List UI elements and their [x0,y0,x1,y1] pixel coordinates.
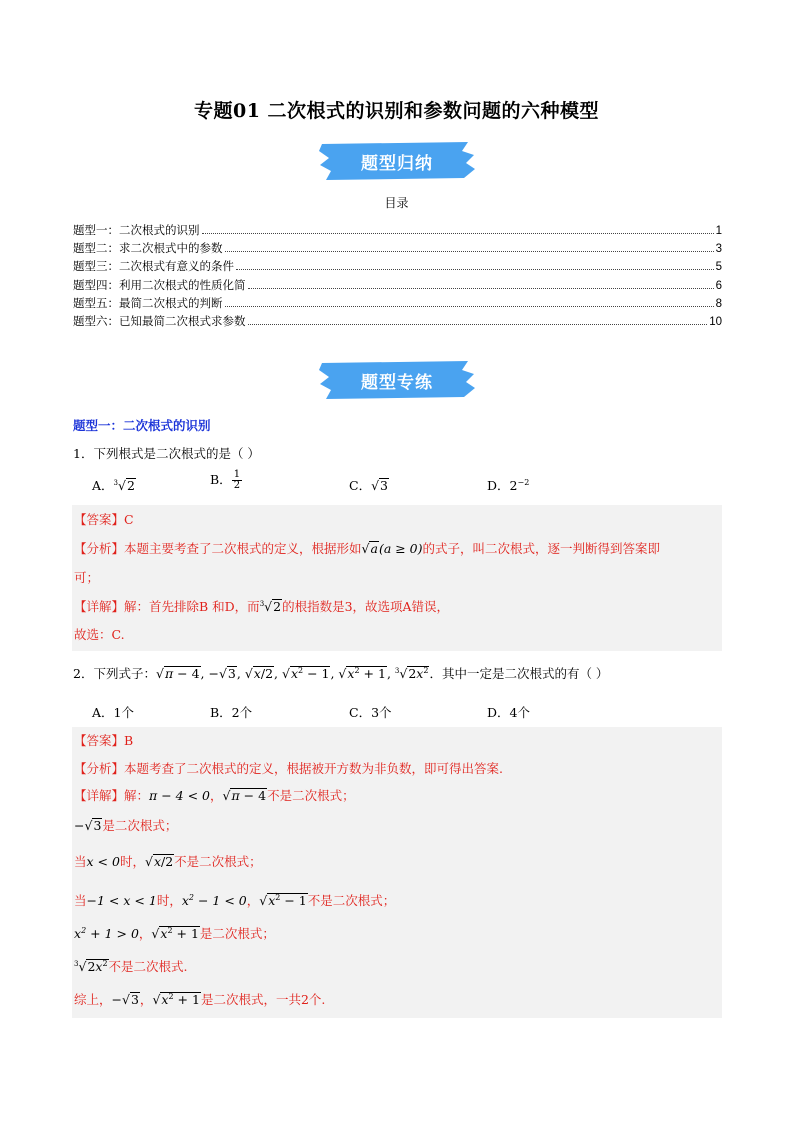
q1-option-a[interactable]: A．$^3$√2 [92,478,135,493]
q2-detail-7: 综上，−√3，$√x^2 + 1$是二次根式，一共2个. [74,991,326,1007]
banner-practice [318,360,476,400]
q1-option-d[interactable]: D．$2^{-2}$ [487,477,530,493]
q1-option-b[interactable]: B． $\frac{1}{2}$ [210,469,241,491]
q2-option-c[interactable]: C．3个 [349,705,392,720]
q2-detail-6: $^3√2x^2$不是二次根式. [74,958,188,974]
q2-option-a[interactable]: A．1个 [92,705,134,720]
toc-item[interactable]: 题型五：最简二次根式的判断 8 [73,295,722,310]
toc-item[interactable]: 题型六：已知最简二次根式求参数 10 [73,313,722,328]
banner-summary-text: 题型归纳 [361,153,433,174]
q1-analysis-cont: 可； [74,570,100,585]
q1-solution-box [72,505,722,651]
q2-detail-1: 【详解】解：π − 4 < 0，√π − 4不是二次根式； [74,788,355,803]
table-of-contents [73,222,722,331]
banner-summary [318,141,476,181]
page-title: 专题01 二次根式的识别和参数问题的六种模型 [193,100,600,122]
q1-detail: 【详解】解：首先排除B 和D，而$^3$√2的根指数是3，故选项A错误， [74,599,450,614]
q2-detail-3: 当x < 0时，√x/2不是二次根式； [74,854,262,869]
q2-analysis: 【分析】本题考查了二次根式的定义，根据被开方数为非负数，即可得出答案. [74,761,503,776]
toc-item[interactable]: 题型四：利用二次根式的性质化简 6 [73,277,722,292]
q2-detail-5: $x^2 + 1 > 0$，$√x^2 + 1$是二次根式； [74,925,275,941]
toc-item[interactable]: 题型三：二次根式有意义的条件 5 [73,259,722,274]
q1-option-c[interactable]: C．√3 [349,478,388,493]
toc-heading: 目录 [384,196,409,210]
question-1-stem: 1．下列根式是二次根式的是（ ） [73,446,260,461]
q2-detail-2: −√3是二次根式； [74,818,178,833]
q1-choice: 故选：C. [74,627,125,642]
q2-detail-4: 当−1 < x < 1时，$x^2 - 1 < 0$，$√x^2 - 1$不是二次根式； [74,892,396,908]
toc-item[interactable]: 题型二：求二次根式中的参数 3 [73,241,722,256]
toc-item[interactable]: 题型一：二次根式的识别 1 [73,223,722,237]
question-2-stem: 2．下列式子：√π − 4, −√3, √x/2, $√x^2 - 1$, $√x^2 + 1$, $^3√2x^2$．其中一定是二次根式的有（ ） [73,665,609,681]
q2-option-d[interactable]: D．4个 [487,705,530,720]
q1-analysis: 【分析】本题主要考查了二次根式的定义，根据形如√a(a ≥ 0)的式子，叫二次根式，逐一判断得到答案即 [74,541,661,556]
q2-answer: 【答案】B [74,733,134,748]
banner-practice-text: 题型专练 [361,372,433,393]
q2-option-b[interactable]: B．2个 [210,705,253,720]
section-heading: 题型一：二次根式的识别 [73,418,211,433]
q1-answer: 【答案】C [74,512,134,527]
